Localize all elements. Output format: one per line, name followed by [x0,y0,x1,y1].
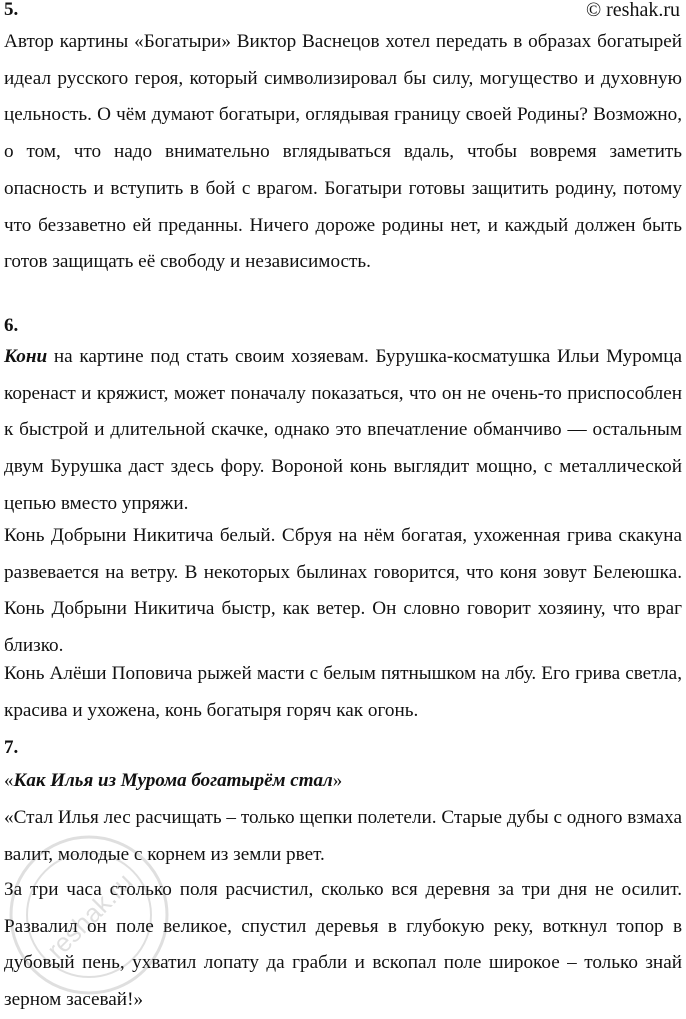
svg-text:reshak.ru: reshak.ru [40,866,139,965]
paragraph-text: на картине под стать своим хозяевам. Бурушка-косматушка Ильи Муромца коренаст и кряжист, может поначалу показаться, что он не очень-то приспособлен к быстрой и длительной скачке, однако это впечатление обманчиво — остальным двум Бурушка даст здесь фору. Вороной конь выглядит мощно, с металлической цепью вместо упряжи. [4,346,682,514]
section-7-paragraph-2: За три часа столько поля расчистил, сколько вся деревня за три дня не осилит. Развалил он поле великое, спустил деревья в глубокую реку, воткнул топор в дубовый пень, ухватил лопату да грабли и вскопал поле широкое – только знай зерном засевай!» [4,879,682,1011]
section-number-7: 7. [4,737,19,758]
watermark-text: © reshak.ru [585,0,680,21]
story-title [4,770,342,792]
section-7-paragraph-1: «Стал Илья лес расчищать – только щепки полетели. Старые дубы с одного взмаха валит, молодые с корнем из земли рвет. [4,807,682,865]
story-title-text: Как Илья из Мурома богатырём стал [13,770,333,791]
lead-word: Кони [4,346,48,367]
quote-close: » [332,770,343,791]
section-number-5: 5. [4,0,19,20]
section-6-paragraph-1 [4,339,682,523]
section-number-6: 6. [4,315,19,336]
section-5-paragraph: Автор картины «Богатыри» Виктор Васнецов хотел передать в образах богатырей идеал русского героя, который символизировал бы силу, могущество и духовную цельность. О чём думают богатыри, оглядывая границу своей Родины? Возможно, о том, что надо внимательно вглядываться вдаль, чтобы вовремя заметить опасность и вступить в бой с врагом. Богатыри готовы защитить родину, потому что беззаветно ей преданны. Ничего дороже родины нет, и каждый должен быть готов защищать её свободу и независимость. [4,31,682,273]
section-6-paragraph-3: Конь Алёши Поповича рыжей масти с белым пятнышком на лбу. Его грива светла, красива и ухожена, конь богатыря горяч как огонь. [4,663,682,721]
quote-open: « [4,770,14,791]
section-6-paragraph-2: Конь Добрыни Никитича белый. Сбруя на нём богатая, ухоженная грива скакуна развевается на ветру. В некоторых былинах говорится, что коня зовут Белеюшка. Конь Добрыни Никитича быстр, как ветер. Он словно говорит хозяину, что враг близко. [4,525,682,657]
